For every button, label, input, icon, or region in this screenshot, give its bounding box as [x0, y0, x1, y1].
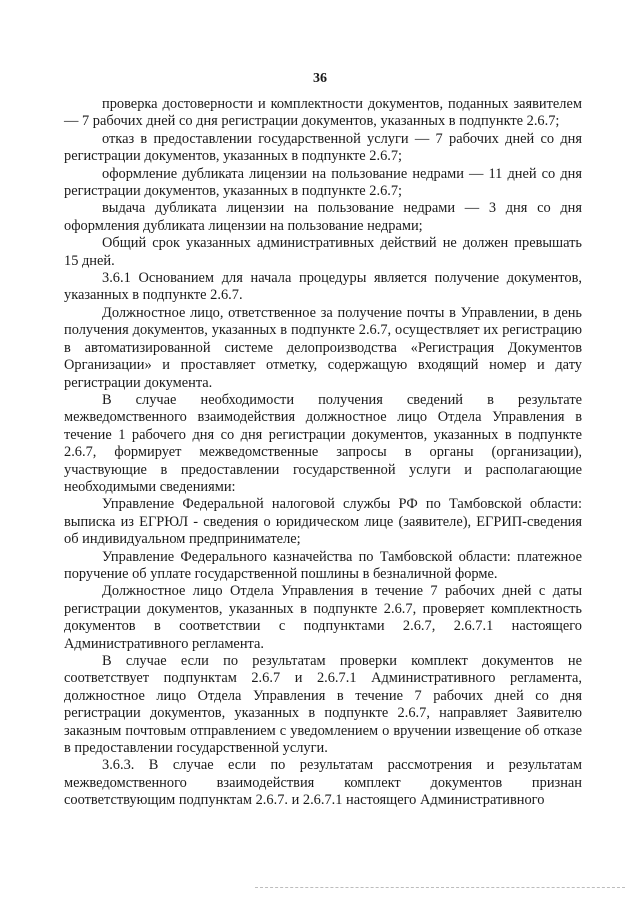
paragraph-9: Управление Федеральной налоговой службы РФ по Тамбовской области: выписка из ЕГРЮЛ - сведения о юридическом лице (заявителе), ЕГРИП-сведения об индивидуальном предпринимателе; [64, 496, 582, 548]
paragraph-7: Должностное лицо, ответственное за получение почты в Управлении, в день получения документов, указанных в подпункте 2.6.7, осуществляет их регистрацию в автоматизированной системе делопроизводства «Регистрация Документов Организации» и проставляет отметку, содержащую входящий номер и дату регистрации документа. [64, 304, 582, 391]
paragraph-6: 3.6.1 Основанием для начала процедуры является получение документов, указанных в подпункте 2.6.7. [64, 270, 582, 304]
paragraph-10: Управление Федерального казначейства по Тамбовской области: платежное поручение об уплате государственной пошлины в безналичной форме. [64, 548, 582, 582]
paragraph-1: проверка достоверности и комплектности документов, поданных заявителем — 7 рабочих дней со дня регистрации документов, указанных в подпункте 2.6.7; [64, 96, 582, 130]
page-number: 36 [313, 71, 327, 86]
paragraph-5: Общий срок указанных административных действий не должен превышать 15 дней. [64, 235, 582, 269]
paragraph-3: оформление дубликата лицензии на пользование недрами — 11 дней со дня регистрации документов, указанных в подпункте 2.6.7; [64, 165, 582, 200]
paragraph-8: В случае необходимости получения сведений в результате межведомственного взаимодействия должностное лицо Отдела Управления в течение 1 рабочего дня со дня регистрации документов, указанных в подпункте 2.6.7, формирует межведомственные запросы в органы (организации), участвующие в предоставлении государственной услуги и располагающие необходимыми сведениями: [64, 391, 582, 495]
scan-artifact-line [255, 887, 625, 888]
paragraph-12: В случае если по результатам проверки комплект документов не соответствует подпунктам 2.6.7 и 2.6.7.1 Административного регламента, должностное лицо Отдела Управления в течение 7 рабочих дней со дня регистрации документов, указанных в подпункте 2.6.7, направляет Заявителю заказным почтовым отправлением с уведомлением о вручении извещение об отказе в предоставлении государственной услуги. [64, 653, 582, 757]
paragraph-2: отказ в предоставлении государственной услуги — 7 рабочих дней со дня регистрации документов, указанных в подпункте 2.6.7; [64, 130, 582, 165]
paragraph-11: Должностное лицо Отдела Управления в течение 7 рабочих дней с даты регистрации документов, указанных в подпункте 2.6.7, проверяет комплектность документов в соответствии с подпунктами 2.6.7, 2.6.7.1 настоящего Административного регламента. [64, 583, 582, 652]
document-body [64, 96, 582, 810]
paragraph-4: выдача дубликата лицензии на пользование недрами — 3 дня со дня оформления дубликата лицензии на пользование недрами; [64, 200, 582, 234]
paragraph-13: 3.6.3. В случае если по результатам рассмотрения и результатам межведомственного взаимодействия комплект документов признан соответствующим подпунктам 2.6.7. и 2.6.7.1 настоящего Административного [64, 757, 582, 809]
